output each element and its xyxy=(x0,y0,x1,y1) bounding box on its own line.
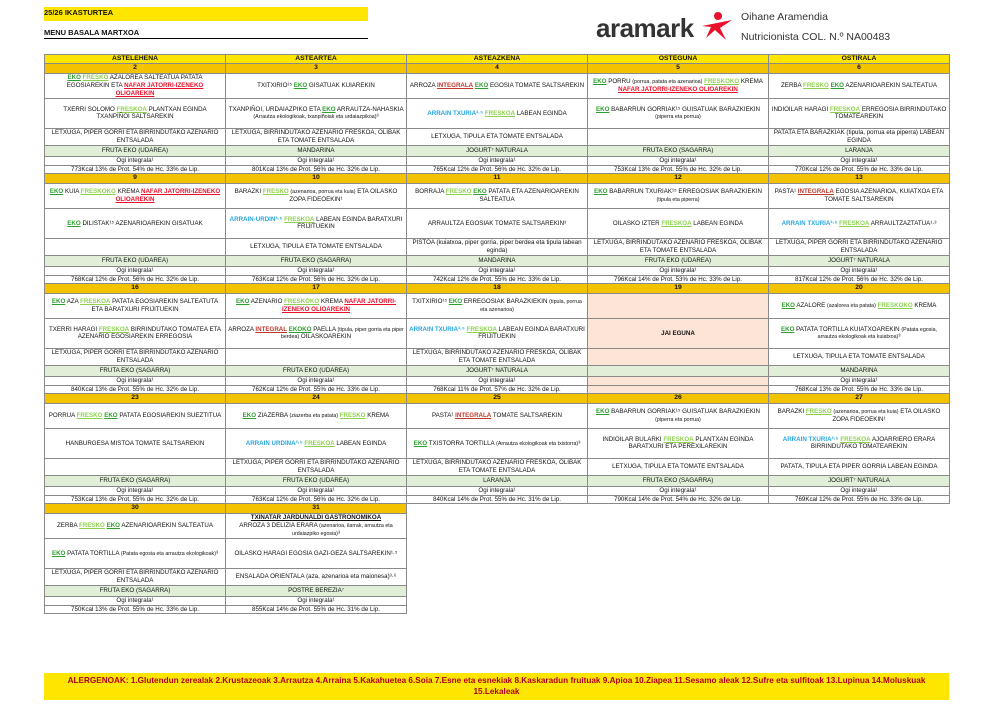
bread: Ogi integrala¹ xyxy=(407,266,588,275)
course-label: 25/26 IKASTURTEA xyxy=(44,8,114,17)
empty-cell xyxy=(407,585,588,596)
date-number: 16 xyxy=(45,284,226,293)
side-dish: LETXUGA, PIPER GORRI ETA BIRRINDUTAKO AZENARIO ENTSALADA xyxy=(769,238,950,255)
second-course: TXANPIÑOI, URDAIAZPIKO ETA EKO ARRAUTZA-NAHASKIA (Arrautza ekologikoak, txanpiñoiak eta urdaiazpikoa)³ xyxy=(226,98,407,128)
gastro-title: TXINATAR JARDUNALDI GASTRONOMIKOA xyxy=(250,514,382,522)
empty-cell xyxy=(769,596,950,605)
og-row xyxy=(45,156,950,165)
date-number: 10 xyxy=(226,174,407,183)
empty-cell xyxy=(588,538,769,568)
second-course: EKO PATATA TORTILLA (Patata egosia eta arrautza ekologikoak)³ xyxy=(45,538,226,568)
empty-cell xyxy=(588,513,769,538)
dessert: FRUTA EKO (SAGARRA) xyxy=(45,365,226,376)
kc-row xyxy=(45,495,950,504)
bread: Ogi integrala¹ xyxy=(45,486,226,495)
bread xyxy=(588,376,769,385)
date-number: 26 xyxy=(588,394,769,403)
bread: Ogi integrala¹ xyxy=(45,156,226,165)
first-course: EKO ZIAZERBA (ziazerba eta patata) FRESKO KREMA xyxy=(226,403,407,428)
nutritionist-label: Nutricionista COL. N.º NA00483 xyxy=(741,31,891,43)
day-header: OSTEGUNA xyxy=(588,55,769,64)
dessert: FRUTA EKO (SAGARRA) xyxy=(588,475,769,486)
numr-row xyxy=(45,64,950,73)
side-dish: PATATA ETA BARAZKIAK (tipula, porrua eta piperra) LABEAN EGINDA xyxy=(769,128,950,145)
date-number: 13 xyxy=(769,174,950,183)
fr-row xyxy=(45,475,950,486)
date-number: 9 xyxy=(45,174,226,183)
og-row xyxy=(45,266,950,275)
date-number: 20 xyxy=(769,284,950,293)
bread: Ogi integrala¹ xyxy=(769,156,950,165)
empty-cell xyxy=(588,568,769,585)
kcal-summary: 790Kcal 14% de Prot. 54% de Hc. 32% de Lip. xyxy=(588,495,769,504)
fr-row xyxy=(45,585,950,596)
date-number: 11 xyxy=(407,174,588,183)
side-dish: LETXUGA, TIPULA ETA TOMATE ENTSALADA xyxy=(588,458,769,475)
first-course: EKO BABARRUN TXURIAK¹⁵ ERREGOSIAK BARAZKIEKIN (tipula eta piperra) xyxy=(588,183,769,208)
first-course: EKO BABARRUN GORRIAK¹⁵ GUISATUAK BARAZKIEKIN (piperra eta porrua) xyxy=(588,403,769,428)
empty-cell xyxy=(588,585,769,596)
second-course: EKO PATATA TORTILLA KUIATXOAREKIN (Patata egosia, arrautza ekologikoak eta kuiatxoa)³ xyxy=(769,318,950,348)
date-number: 31 xyxy=(226,504,407,513)
date-number: 25 xyxy=(407,394,588,403)
dayh-row xyxy=(45,55,950,64)
r1-row xyxy=(45,73,950,98)
allergen-legend: ALERGENOAK: 1.Glutendun zerealak 2.Krustazeoak 3.Arrautza 4.Arraina 5.Kakahuetea 6.Soia 7.Esne eta esnekiak 8.Kaskaradun fruituak 9.Apioa 10.Ziapea 11.Sesamo aleak 12.Sufre eta sulfitoak 13.Lupinua 14.Moluskuak 15.Lekaleak xyxy=(44,673,949,700)
dessert: JOGURT⁷ NATURALA xyxy=(407,365,588,376)
empty-cell xyxy=(769,504,950,513)
kcal-summary: 763Kcal 12% de Prot. 56% de Hc. 32% de Lip. xyxy=(226,275,407,284)
day-header: OSTIRALA xyxy=(769,55,950,64)
r3-row xyxy=(45,238,950,255)
second-course: ARROZA INTEGRAL EKOKO PAELLA (tipula, piper gorria eta piper berdea) OILASKOAREKIN xyxy=(226,318,407,348)
side-dish: LETXUGA, TIPULA ETA TOMATE ENTSALADA xyxy=(407,128,588,145)
r2-row xyxy=(45,428,950,458)
dessert: FRUTA EKO (SAGARRA) xyxy=(45,475,226,486)
aramark-logo: aramark xyxy=(596,13,694,43)
second-course: OILASKO HARAGI EGOSIA GAZI-GEZA SALTSAREKIN¹·⁵ xyxy=(226,538,407,568)
empty-cell xyxy=(407,596,588,605)
second-course: ARRAULTZA EGOSIAK TOMATE SALTSAREKIN³ xyxy=(407,208,588,238)
r3-row xyxy=(45,348,950,365)
dessert: FRUTA EKO (UDAREA) xyxy=(45,255,226,266)
bread: Ogi integrala¹ xyxy=(226,376,407,385)
date-number: 27 xyxy=(769,394,950,403)
second-course: ARRAIN URDINA³·⁵ FRESKOA LABEAN EGINDA xyxy=(226,428,407,458)
first-course: BARAZKI FRESKO (azenarioa, porrua eta kuia) ETA OILASKO ZOPA FIDEOEKIN¹ xyxy=(769,403,950,428)
kcal-summary: 765Kcal 12% de Prot. 56% de Hc. 32% de Lip. xyxy=(407,165,588,174)
first-course: ZERBA FRESKO EKO AZENARIOAREKIN SALTEATUA xyxy=(45,513,226,538)
first-course: EKO AZA FRESKOA PATATA EGOSIAREKIN SALTEATUTA ETA BARATXURI FRIJITUEKIN xyxy=(45,293,226,318)
second-course: ARRAIN TXURIA³·⁵ FRESKOA LABEAN EGINDA xyxy=(407,98,588,128)
numr-row xyxy=(45,174,950,183)
fr-row xyxy=(45,145,950,156)
kc-row xyxy=(45,275,950,284)
menu-title: MENU BASALA MARTXOA xyxy=(44,28,140,37)
second-course: OILASKO IZTER FRESKOA LABEAN EGINDA xyxy=(588,208,769,238)
second-course: TXERRI HARAGI FRESKOA BIRRINDUTAKO TOMATEA ETA AZENARIO EGOSIAREKIN ERREGOSIA xyxy=(45,318,226,348)
date-number: 30 xyxy=(45,504,226,513)
kcal-summary: 742Kcal 12% de Prot. 55% de Hc. 33% de Lip. xyxy=(407,275,588,284)
dessert: FRUTA EKO (SAGARRA) xyxy=(588,145,769,156)
dessert: JOGURT⁷ NATURALA xyxy=(769,255,950,266)
day-header: ASTELEHENA xyxy=(45,55,226,64)
bread: Ogi integrala¹ xyxy=(45,596,226,605)
date-number: 2 xyxy=(45,64,226,73)
dessert: LARANJA xyxy=(407,475,588,486)
empty-cell xyxy=(407,513,588,538)
day-header: ASTEAZKENA xyxy=(407,55,588,64)
side-dish: LETXUGA, BIRRINDUTAKO AZENARIO FRESKOA, OLIBAK ETA TOMATE ENTSALADA xyxy=(588,238,769,255)
empty-cell xyxy=(769,568,950,585)
kcal-summary: 762Kcal 12% de Prot. 55% de Hc. 33% de Lip. xyxy=(226,385,407,394)
title-underline xyxy=(44,38,368,39)
bread: Ogi integrala¹ xyxy=(226,156,407,165)
second-course: INDIOILAR HARAGI FRESKOA ERREGOSIA BIRRINDUTAKO TOMATEAREKIN xyxy=(769,98,950,128)
bread: Ogi integrala¹ xyxy=(226,266,407,275)
empty-cell xyxy=(407,568,588,585)
dessert: MANDARINA xyxy=(407,255,588,266)
first-course: BORRAJA FRESKO EKO PATATA ETA AZENARIOAREKIN SALTEATUA xyxy=(407,183,588,208)
dessert: JOGURT⁷ NATURALA xyxy=(407,145,588,156)
side-dish xyxy=(588,348,769,365)
kcal-summary: 768Kcal 13% de Prot. 55% de Hc. 33% de Lip. xyxy=(769,385,950,394)
empty-cell xyxy=(769,605,950,614)
first-course: PASTA¹ INTEGRALA TOMATE SALTSAREKIN xyxy=(407,403,588,428)
bread: Ogi integrala¹ xyxy=(769,486,950,495)
r1-row xyxy=(45,293,950,318)
side-dish: ENSALADA ORIENTALA (aza, azenarioa eta maionesa)³·⁶ xyxy=(226,568,407,585)
date-number: 24 xyxy=(226,394,407,403)
first-course: TXITXIRIO¹⁵ EKO ERREGOSIAK BARAZKIEKIN (tipula, porrua eta azenarioa) xyxy=(407,293,588,318)
bread: Ogi integrala¹ xyxy=(588,486,769,495)
second-course: HANBURGESA MISTOA TOMATE SALTSAREKIN xyxy=(45,428,226,458)
kcal-summary: 801Kcal 13% de Prot. 56% de Hc. 32% de Lip. xyxy=(226,165,407,174)
bread: Ogi integrala¹ xyxy=(45,376,226,385)
og-row xyxy=(45,376,950,385)
first-course: TXINATAR JARDUNALDI GASTRONOMIKOA ARROZA 3 DELIZIA ERARA (azenarioa, ilarrak, arrautza eta urdaiazpiko egosia)³ xyxy=(226,513,407,538)
numr-row xyxy=(45,504,950,513)
bread: Ogi integrala¹ xyxy=(407,376,588,385)
second-course: ARRAIN TXURIA³·⁵ FRESKOA LABEAN EGINDA BARATXURI FRIJITUEKIN xyxy=(407,318,588,348)
second-course: ARRAIN TXURIA³·⁵ FRESKOA AJOARRIERO ERARA BIRRINDUTAKO TOMATEAREKIN xyxy=(769,428,950,458)
first-course: EKO FRESKO AZALOREA SALTEATUA PATATA EGOSIAREKIN ETA NAFAR JATORRI-IZENEKO OLIOAREKIN xyxy=(45,73,226,98)
date-number: 23 xyxy=(45,394,226,403)
r3-row xyxy=(45,128,950,145)
kcal-summary: 768Kcal 11% de Prot. 57% de Hc. 32% de Lip. xyxy=(407,385,588,394)
dessert: JOGURT⁷ NATURALA xyxy=(769,475,950,486)
kcal-summary: 750Kcal 13% de Prot. 55% de Hc. 33% de Lip. xyxy=(45,605,226,614)
holiday-cell: JAI EGUNA xyxy=(588,318,769,348)
empty-cell xyxy=(588,605,769,614)
date-number: 6 xyxy=(769,64,950,73)
side-dish: LETXUGA, PIPER GORRI ETA BIRRINDUTAKO AZENARIO ENTSALADA xyxy=(45,128,226,145)
r3-row xyxy=(45,568,950,585)
dessert: MANDARINA xyxy=(226,145,407,156)
first-course: BARAZKI FRESKO (azenarioa, porrua eta kuia) ETA OILASKO ZOPA FIDEOEKIN¹ xyxy=(226,183,407,208)
r2-row xyxy=(45,318,950,348)
author-name: Oihane Aramendia xyxy=(741,11,828,23)
aramark-star-icon xyxy=(700,9,734,41)
dessert xyxy=(588,365,769,376)
first-course: EKO AZENARIO FRESKOKO KREMA NAFAR JATORRI-IZENEKO OLIOAREKIN xyxy=(226,293,407,318)
side-dish xyxy=(226,348,407,365)
kc-row xyxy=(45,165,950,174)
kcal-summary: 769Kcal 12% de Prot. 55% de Hc. 33% de Lip. xyxy=(769,495,950,504)
numr-row xyxy=(45,394,950,403)
side-dish: LETXUGA, PIPER GORRI ETA BIRRINDUTAKO AZENARIO ENTSALADA xyxy=(45,568,226,585)
date-number: 3 xyxy=(226,64,407,73)
r1-row xyxy=(45,513,950,538)
kc-row xyxy=(45,605,950,614)
side-dish: LETXUGA, TIPULA ETA TOMATE ENTSALADA xyxy=(769,348,950,365)
dessert: FRUTA EKO (UDAREA) xyxy=(226,365,407,376)
bread: Ogi integrala¹ xyxy=(588,266,769,275)
date-number: 12 xyxy=(588,174,769,183)
first-course: EKO AZALORE (azalorea eta patata) FRESKOKO KREMA xyxy=(769,293,950,318)
dessert: POSTRE BEREZIA⁷ xyxy=(226,585,407,596)
kcal-summary: 773Kcal 13% de Prot. 54% de Hc. 33% de Lip. xyxy=(45,165,226,174)
side-dish: LETXUGA, PIPER GORRI ETA BIRRINDUTAKO AZENARIO ENTSALADA xyxy=(45,348,226,365)
kcal-summary: 753Kcal 13% de Prot. 55% de Hc. 32% de Lip. xyxy=(588,165,769,174)
first-course: TXITXIRIO¹⁵ EKO GISATUAK KUIAREKIN xyxy=(226,73,407,98)
side-dish: LETXUGA, PIPER GORRI ETA BIRRINDUTAKO AZENARIO ENTSALADA xyxy=(226,458,407,475)
empty-cell xyxy=(769,538,950,568)
bread: Ogi integrala¹ xyxy=(588,156,769,165)
second-course: INDIOILAR BULARKI FRESKOA PLANTXAN EGINDA BARATXURI ETA PEREXILAREKIN xyxy=(588,428,769,458)
first-course: PASTA¹ INTEGRALA EGOSIA AZENARIOA, KUIATXOA ETA TOMATE SALTSAREKIN xyxy=(769,183,950,208)
side-dish: LETXUGA, BIRRINDUTAKO AZENARIO FRESKOA, OLIBAK ETA TOMATE ENTSALADA xyxy=(226,128,407,145)
kcal-summary: 855Kcal 14% de Prot. 55% de Hc. 31% de Lip. xyxy=(226,605,407,614)
r2-row xyxy=(45,538,950,568)
bread: Ogi integrala¹ xyxy=(769,266,950,275)
kcal-summary: 840Kcal 13% de Prot. 55% de Hc. 32% de Lip. xyxy=(45,385,226,394)
empty-cell xyxy=(588,504,769,513)
kcal-summary: 796Kcal 14% de Prot. 53% de Hc. 33% de Lip. xyxy=(588,275,769,284)
first-course: PORRUA FRESKO EKO PATATA EGOSIAREKIN SUEZTITUA xyxy=(45,403,226,428)
fr-row xyxy=(45,255,950,266)
empty-cell xyxy=(407,605,588,614)
second-course: EKO BABARRUN GORRIAK¹⁵ GUISATUAK BARAZKIEKIN (piperra eta porrua) xyxy=(588,98,769,128)
kcal-summary: 817Kcal 12% de Prot. 56% de Hc. 32% de Lip. xyxy=(769,275,950,284)
fr-row xyxy=(45,365,950,376)
bread: Ogi integrala¹ xyxy=(226,486,407,495)
date-number: 4 xyxy=(407,64,588,73)
kcal-summary: 763Kcal 12% de Prot. 56% de Hc. 32% de Lip. xyxy=(226,495,407,504)
side-dish xyxy=(588,128,769,145)
date-number: 17 xyxy=(226,284,407,293)
date-number: 19 xyxy=(588,284,769,293)
r1-row xyxy=(45,183,950,208)
first-course: EKO KUIA FRESKOKO KREMA NAFAR JATORRI-IZENEKO OLIOAREKIN xyxy=(45,183,226,208)
first-course xyxy=(588,293,769,318)
dessert: FRUTA EKO (SAGARRA) xyxy=(45,585,226,596)
bread: Ogi integrala¹ xyxy=(407,156,588,165)
r1-row xyxy=(45,403,950,428)
empty-cell xyxy=(407,504,588,513)
dessert: FRUTA EKO (SAGARRA) xyxy=(226,255,407,266)
kcal-summary xyxy=(588,385,769,394)
empty-cell xyxy=(769,513,950,538)
kcal-summary: 770Kcal 12% de Prot. 55% de Hc. 33% de Lip. xyxy=(769,165,950,174)
side-dish: PISTOA (kuiatxoa, piper gorria, piper berdea eta tipula labean egindа) xyxy=(407,238,588,255)
r2-row xyxy=(45,98,950,128)
dessert: FRUTA EKO (UDAREA) xyxy=(45,145,226,156)
dessert: LARANJA xyxy=(769,145,950,156)
first-course: ZERBA FRESKO EKO AZENARIOAREKIN SALTEATUA xyxy=(769,73,950,98)
first-course: ARROZA INTEGRALA EKO EGOSIA TOMATE SALTSAREKIN xyxy=(407,73,588,98)
og-row xyxy=(45,596,950,605)
first-course: EKO PORRU (porrua, patata eta azenarioa) FRESKOKO KREMA NAFAR JATORRI-IZENEKO OLIOAREKIN xyxy=(588,73,769,98)
bread: Ogi integrala¹ xyxy=(226,596,407,605)
r3-row xyxy=(45,458,950,475)
date-number: 5 xyxy=(588,64,769,73)
second-course: EKO DILISTAK¹⁵ AZENARIOAREKIN GISATUAK xyxy=(45,208,226,238)
side-dish: LETXUGA, BIRRINDUTAKO AZENARIO FRESKOA, OLIBAK ETA TOMATE ENTSALADA xyxy=(407,458,588,475)
second-course: EKO TXISTORRA TORTILLA (Arrautza ekologikoak eta txistorra)³ xyxy=(407,428,588,458)
dessert: MANDARINA xyxy=(769,365,950,376)
second-course: TXERRI SOLOMO FRESKOA PLANTXAN EGINDA TXANPIÑOI SALTSAREKIN xyxy=(45,98,226,128)
day-header: ASTEARTEA xyxy=(226,55,407,64)
side-dish xyxy=(45,238,226,255)
kcal-summary: 840Kcal 14% de Prot. 55% de Hc. 31% de Lip. xyxy=(407,495,588,504)
r2-row xyxy=(45,208,950,238)
side-dish xyxy=(45,458,226,475)
side-dish: PATATA, TIPULA ETA PIPER GORRIA LABEAN EGINDA xyxy=(769,458,950,475)
kcal-summary: 768Kcal 12% de Prot. 56% de Hc. 32% de Lip. xyxy=(45,275,226,284)
side-dish: LETXUGA, BIRRINDUTAKO AZENARIO FRESKOA, OLIBAK ETA TOMATE ENTSALADA xyxy=(407,348,588,365)
bread: Ogi integrala¹ xyxy=(769,376,950,385)
kcal-summary: 753Kcal 13% de Prot. 55% de Hc. 32% de Lip. xyxy=(45,495,226,504)
date-number: 18 xyxy=(407,284,588,293)
bread: Ogi integrala¹ xyxy=(407,486,588,495)
dessert: FRUTA EKO (UDAREA) xyxy=(588,255,769,266)
bread: Ogi integrala¹ xyxy=(45,266,226,275)
menu-table xyxy=(44,54,950,614)
kc-row xyxy=(45,385,950,394)
dessert: FRUTA EKO (UDAREA) xyxy=(226,475,407,486)
side-dish: LETXUGA, TIPULA ETA TOMATE ENTSALADA xyxy=(226,238,407,255)
second-course: ARRAIN TXURIA³·⁵ FRESKOA ARRAULTZAZTATUA¹·³ xyxy=(769,208,950,238)
empty-cell xyxy=(407,538,588,568)
numr-row xyxy=(45,284,950,293)
empty-cell xyxy=(588,596,769,605)
second-course: ARRAIN-URDIN³·⁵ FRESKOA LABEAN EGINDA BARATXURI FRIJITUEKIN xyxy=(226,208,407,238)
empty-cell xyxy=(769,585,950,596)
og-row xyxy=(45,486,950,495)
